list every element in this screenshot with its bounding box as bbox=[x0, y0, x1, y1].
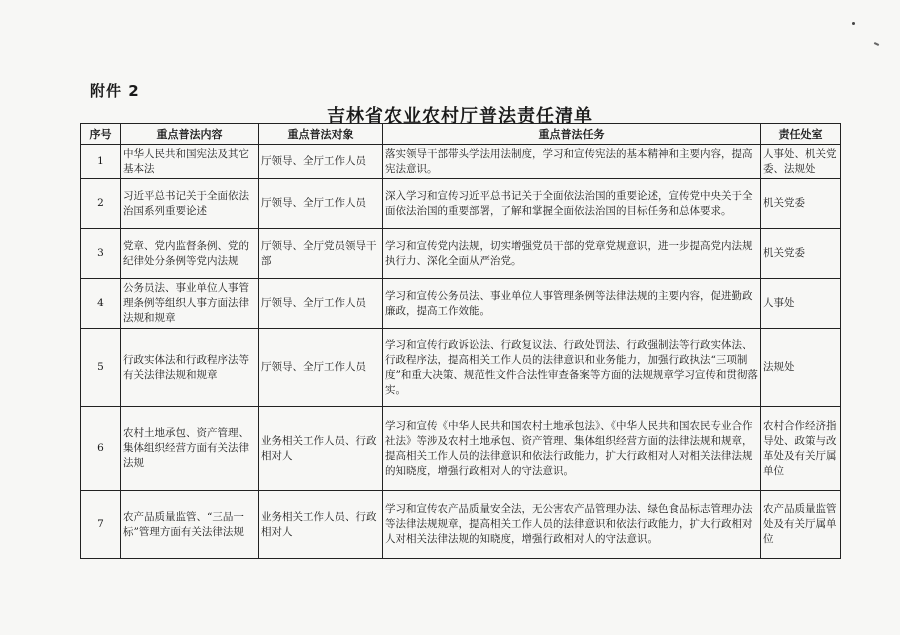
row-dept: 机关党委 bbox=[761, 179, 841, 229]
row-content: 党章、党内监督条例、党的纪律处分条例等党内法规 bbox=[121, 229, 259, 279]
row-content: 农产品质量监管、“三品一标”管理方面有关法律法规 bbox=[121, 491, 259, 559]
header-dept: 责任处室 bbox=[761, 124, 841, 145]
attachment-label: 附件 2 bbox=[90, 82, 140, 100]
row-dept: 农村合作经济指导处、政策与改革处及有关厅属单位 bbox=[761, 407, 841, 491]
row-target: 厅领导、全厅工作人员 bbox=[259, 279, 383, 329]
row-task: 学习和宣传党内法规，切实增强党员干部的党章党规意识，进一步提高党内法规执行力、深化全面从严治党。 bbox=[383, 229, 761, 279]
table-row bbox=[81, 329, 841, 407]
row-number: 2 bbox=[81, 179, 121, 229]
row-number: 5 bbox=[81, 329, 121, 407]
row-content: 农村土地承包、资产管理、集体组织经营方面有关法律法规 bbox=[121, 407, 259, 491]
row-task: 学习和宣传公务员法、事业单位人事管理条例等法律法规的主要内容，促进勤政廉政，提高工作效能。 bbox=[383, 279, 761, 329]
scan-speck bbox=[874, 42, 879, 46]
table-row bbox=[81, 145, 841, 179]
row-target: 厅领导、全厅工作人员 bbox=[259, 145, 383, 179]
row-target: 业务相关工作人员、行政相对人 bbox=[259, 407, 383, 491]
document-title: 吉林省农业农村厅普法责任清单 bbox=[327, 106, 593, 127]
row-task: 学习和宣传农产品质量安全法，无公害农产品管理办法、绿色食品标志管理办法等法律法规规章，提高相关工作人员的法律意识和依法行政能力，扩大行政相对人对相关法律法规的知晓度，增强行政相对人的守法意识。 bbox=[383, 491, 761, 559]
row-dept: 农产品质量监管处及有关厅属单位 bbox=[761, 491, 841, 559]
row-task: 学习和宣传《中华人民共和国农村土地承包法》、《中华人民共和国农民专业合作社法》等涉及农村土地承包、资产管理、集体组织经营方面的法律法规和规章，提高相关工作人员的法律意识和依法行政能力，扩大行政相对人对相关法律法规的知晓度，增强行政相对人的守法意识。 bbox=[383, 407, 761, 491]
row-target: 厅领导、全厅工作人员 bbox=[259, 329, 383, 407]
header-target: 重点普法对象 bbox=[259, 124, 383, 145]
row-number: 6 bbox=[81, 407, 121, 491]
table-header-row bbox=[81, 124, 841, 145]
table-row bbox=[81, 407, 841, 491]
table-row bbox=[81, 279, 841, 329]
header-no: 序号 bbox=[81, 124, 121, 145]
row-dept: 人事处 bbox=[761, 279, 841, 329]
row-target: 厅领导、全厅工作人员 bbox=[259, 179, 383, 229]
row-content: 公务员法、事业单位人事管理条例等组织人事方面法律法规和规章 bbox=[121, 279, 259, 329]
row-target: 业务相关工作人员、行政相对人 bbox=[259, 491, 383, 559]
header-content: 重点普法内容 bbox=[121, 124, 259, 145]
row-number: 7 bbox=[81, 491, 121, 559]
row-content: 习近平总书记关于全面依法治国系列重要论述 bbox=[121, 179, 259, 229]
responsibility-table bbox=[80, 123, 841, 559]
row-task: 深入学习和宣传习近平总书记关于全面依法治国的重要论述，宣传党中央关于全面依法治国的重要部署，了解和掌握全面依法治国的目标任务和总体要求。 bbox=[383, 179, 761, 229]
row-dept: 机关党委 bbox=[761, 229, 841, 279]
row-content: 中华人民共和国宪法及其它基本法 bbox=[121, 145, 259, 179]
scan-speck bbox=[852, 22, 855, 25]
row-number: 4 bbox=[81, 279, 121, 329]
row-task: 落实领导干部带头学法用法制度，学习和宣传宪法的基本精神和主要内容，提高宪法意识。 bbox=[383, 145, 761, 179]
row-dept: 法规处 bbox=[761, 329, 841, 407]
row-number: 3 bbox=[81, 229, 121, 279]
table-row bbox=[81, 179, 841, 229]
row-target: 厅领导、全厅党员领导干部 bbox=[259, 229, 383, 279]
row-content: 行政实体法和行政程序法等有关法律法规和规章 bbox=[121, 329, 259, 407]
header-task: 重点普法任务 bbox=[383, 124, 761, 145]
table-row bbox=[81, 229, 841, 279]
row-number: 1 bbox=[81, 145, 121, 179]
row-task: 学习和宣传行政诉讼法、行政复议法、行政处罚法、行政强制法等行政实体法、行政程序法，提高相关工作人员的法律意识和业务能力，加强行政执法“三项制度”和重大决策、规范性文件合法性审查备案等方面的法规规章学习宣传和贯彻落实。 bbox=[383, 329, 761, 407]
table-row bbox=[81, 491, 841, 559]
row-dept: 人事处、机关党委、法规处 bbox=[761, 145, 841, 179]
